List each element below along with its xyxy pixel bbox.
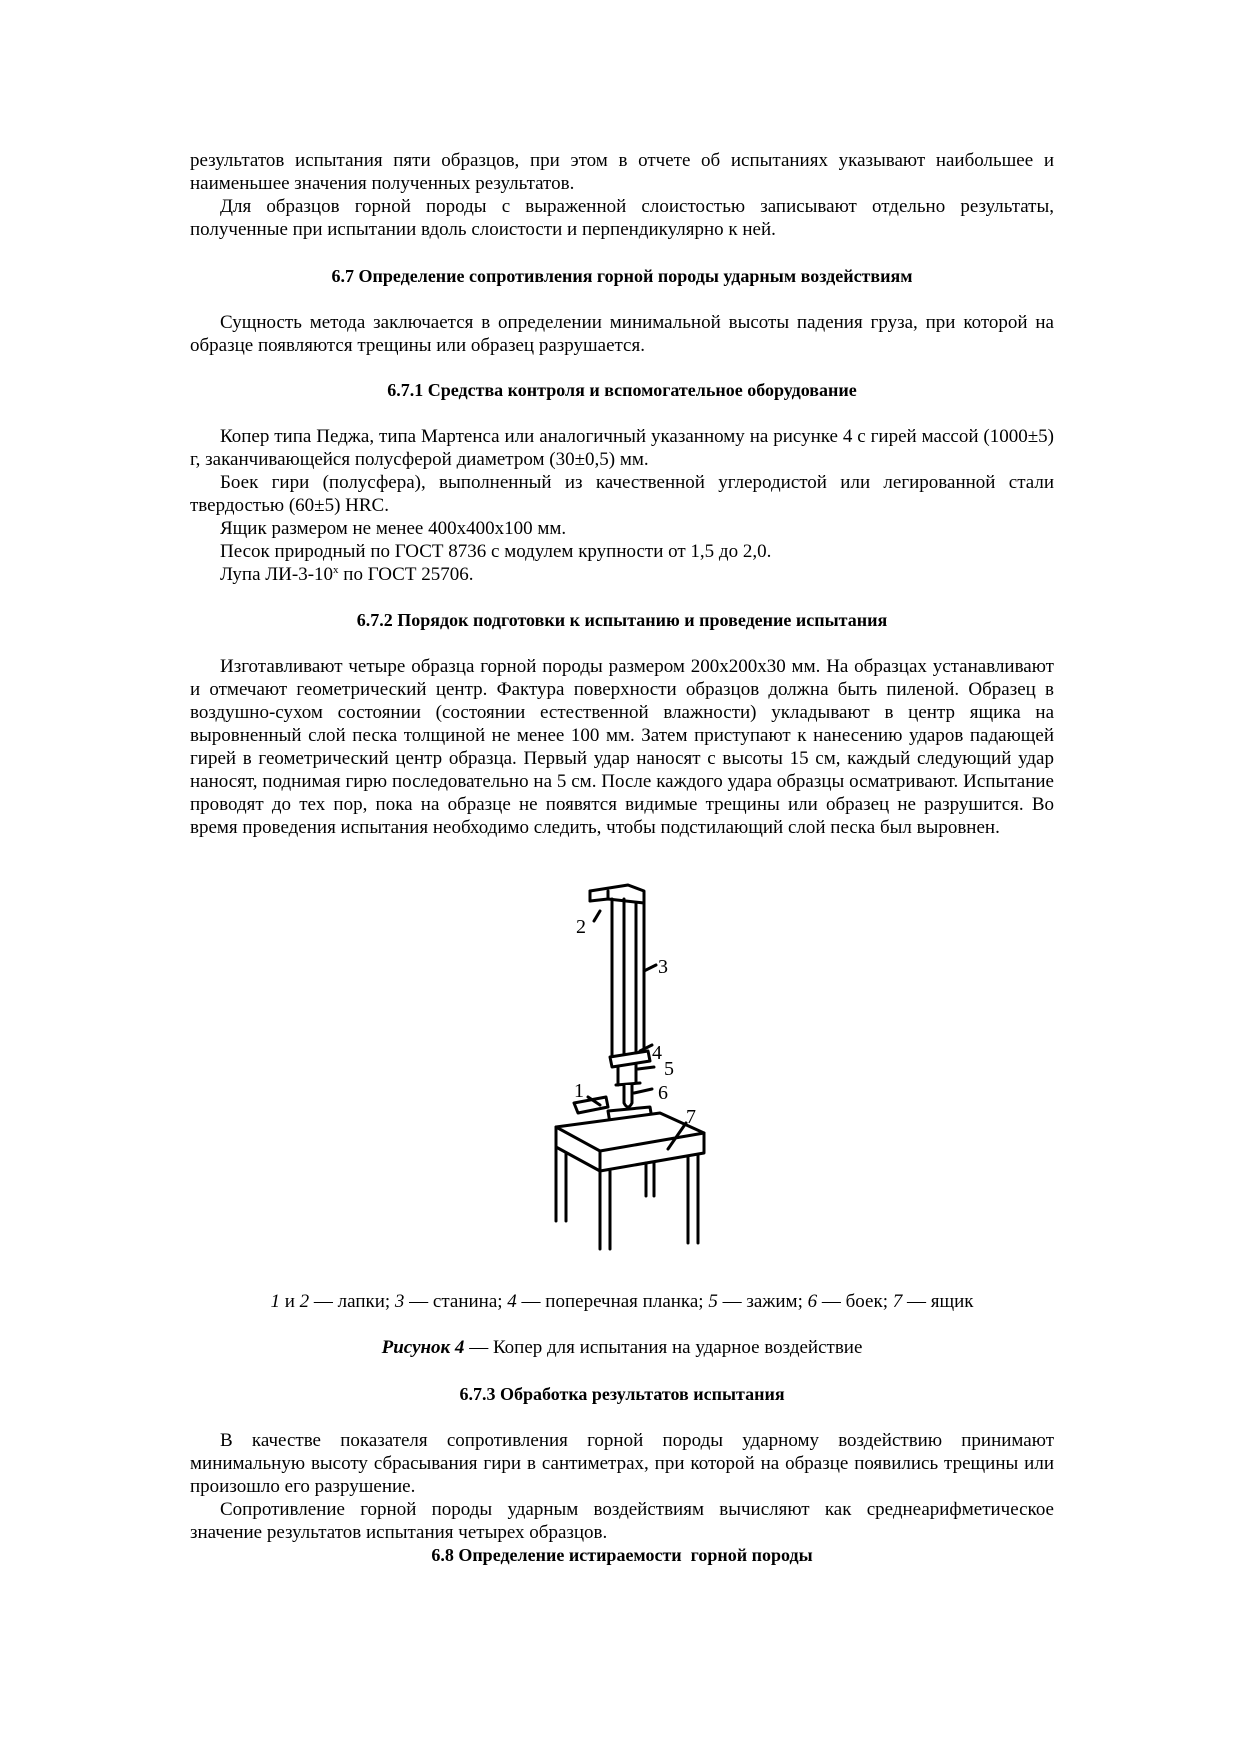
section-heading: 6.7.1 Средства контроля и вспомогательное оборудование — [387, 380, 857, 400]
section-6-7-1 — [190, 379, 1054, 401]
legend-text: — боек; — [817, 1291, 893, 1312]
superscript: х — [333, 564, 339, 576]
paragraph: В качестве показателя сопротивления горной породы ударному воздействию принимают минимальную высоту сбрасывания гири в сантиметрах, при которой на образце появились трещины или произошло его разрушение. — [190, 1430, 1054, 1497]
section-6-7-2-body — [190, 655, 1054, 839]
paragraph: результатов испытания пяти образцов, при этом в отчете об испытаниях указывают наибольшее и наименьшее значения полученных результатов. — [190, 150, 1054, 194]
section-heading: 6.7.2 Порядок подготовки к испытанию и проведение испытания — [356, 610, 888, 630]
section-heading: 6.7 Определение сопротивления горной породы ударным воздействиям — [331, 266, 913, 286]
paragraph — [190, 563, 1054, 586]
legend-text: — лапки; — [309, 1291, 395, 1312]
figure-label: 5 — [664, 1058, 674, 1080]
legend-number: 2 — [299, 1291, 310, 1312]
figure-label: 4 — [652, 1042, 662, 1064]
figure-legend — [190, 1290, 1054, 1313]
legend-number: 4 — [507, 1291, 517, 1312]
section-6-7-1-body — [190, 425, 1054, 586]
figure-label: 2 — [576, 916, 586, 938]
figure-label: 3 — [658, 956, 668, 978]
legend-text: и — [279, 1291, 300, 1312]
paragraph: Сущность метода заключается в определении минимальной высоты падения груза, при которой на образце появляются трещины или образец разрушается. — [190, 312, 1054, 356]
paragraph: Для образцов горной породы с выраженной слоистостью записывают отдельно результаты, полученные при испытании вдоль слоистости и перпендикулярно к ней. — [190, 196, 1054, 240]
paragraph: Ящик размером не менее 400х400х100 мм. — [220, 518, 567, 539]
text-run: по ГОСТ 25706. — [338, 564, 474, 585]
paragraph: Сопротивление горной породы ударным воздействиям вычисляют как среднеарифметическое значение результатов испытания четырех образцов. — [190, 1499, 1054, 1543]
legend-number: 3 — [394, 1291, 405, 1312]
legend-text: — поперечная планка; — [516, 1291, 709, 1312]
figure-title-bold: Рисунок 4 — [381, 1337, 465, 1358]
legend-text: — ящик — [902, 1291, 974, 1312]
section-heading: 6.7.3 Обработка результатов испытания — [459, 1384, 785, 1404]
section-6-7-3-body — [190, 1429, 1054, 1544]
text-run: Лупа ЛИ-3-10 — [220, 564, 334, 585]
section-6-8 — [190, 1544, 1054, 1566]
section-6-7-body — [190, 311, 1054, 357]
figure-label: 7 — [686, 1106, 696, 1128]
legend-number: 5 — [708, 1291, 718, 1312]
paragraph: Песок природный по ГОСТ 8736 с модулем крупности от 1,5 до 2,0. — [220, 541, 772, 562]
figure-label: 1 — [574, 1080, 584, 1102]
figure-title — [190, 1336, 1054, 1359]
legend-number: 6 — [807, 1291, 818, 1312]
paragraph: Копер типа Педжа, типа Мартенса или аналогичный указанному на рисунке 4 с гирей массой (1000±5) г, заканчивающейся полусферой диаметром (30±0,5) мм. — [190, 426, 1054, 470]
paragraph: Боек гири (полусфера), выполненный из качественной углеродистой или легированной стали твердостью (60±5) HRC. — [190, 472, 1054, 516]
section-6-7-3 — [190, 1383, 1054, 1405]
figure-label: 6 — [658, 1082, 668, 1104]
intro-section — [190, 149, 1054, 241]
drop-tester-figure — [548, 871, 748, 1266]
legend-text: — зажим; — [717, 1291, 808, 1312]
section-6-7-2 — [190, 609, 1054, 631]
legend-text: — станина; — [404, 1291, 508, 1312]
section-6-7 — [190, 265, 1054, 287]
legend-number: 1 — [270, 1291, 280, 1312]
section-heading: 6.8 Определение истираемости горной породы — [431, 1545, 813, 1565]
figure-title-text: — Копер для испытания на ударное воздействие — [464, 1337, 863, 1358]
paragraph: Изготавливают четыре образца горной породы размером 200х200х30 мм. На образцах устанавливают и отмечают геометрический центр. Фактура поверхности образцов должна быть пиленой. Образец в воздушно-сухом состоянии (состоянии естественной влажности) укладывают в центр ящика на выровненный слой песка толщиной не менее 100 мм. Затем приступают к нанесению ударов падающей гирей в геометрический центр образца. Первый удар наносят с высоты 15 см, каждый следующий удар наносят, поднимая гирю последовательно на 5 см. После каждого удара образцы осматривают. Испытание проводят до тех пор, пока на образце не появятся видимые трещины или образец не разрушится. Во время проведения испытания необходимо следить, чтобы подстилающий слой песка был выровнен. — [190, 656, 1054, 838]
legend-number: 7 — [892, 1291, 903, 1312]
